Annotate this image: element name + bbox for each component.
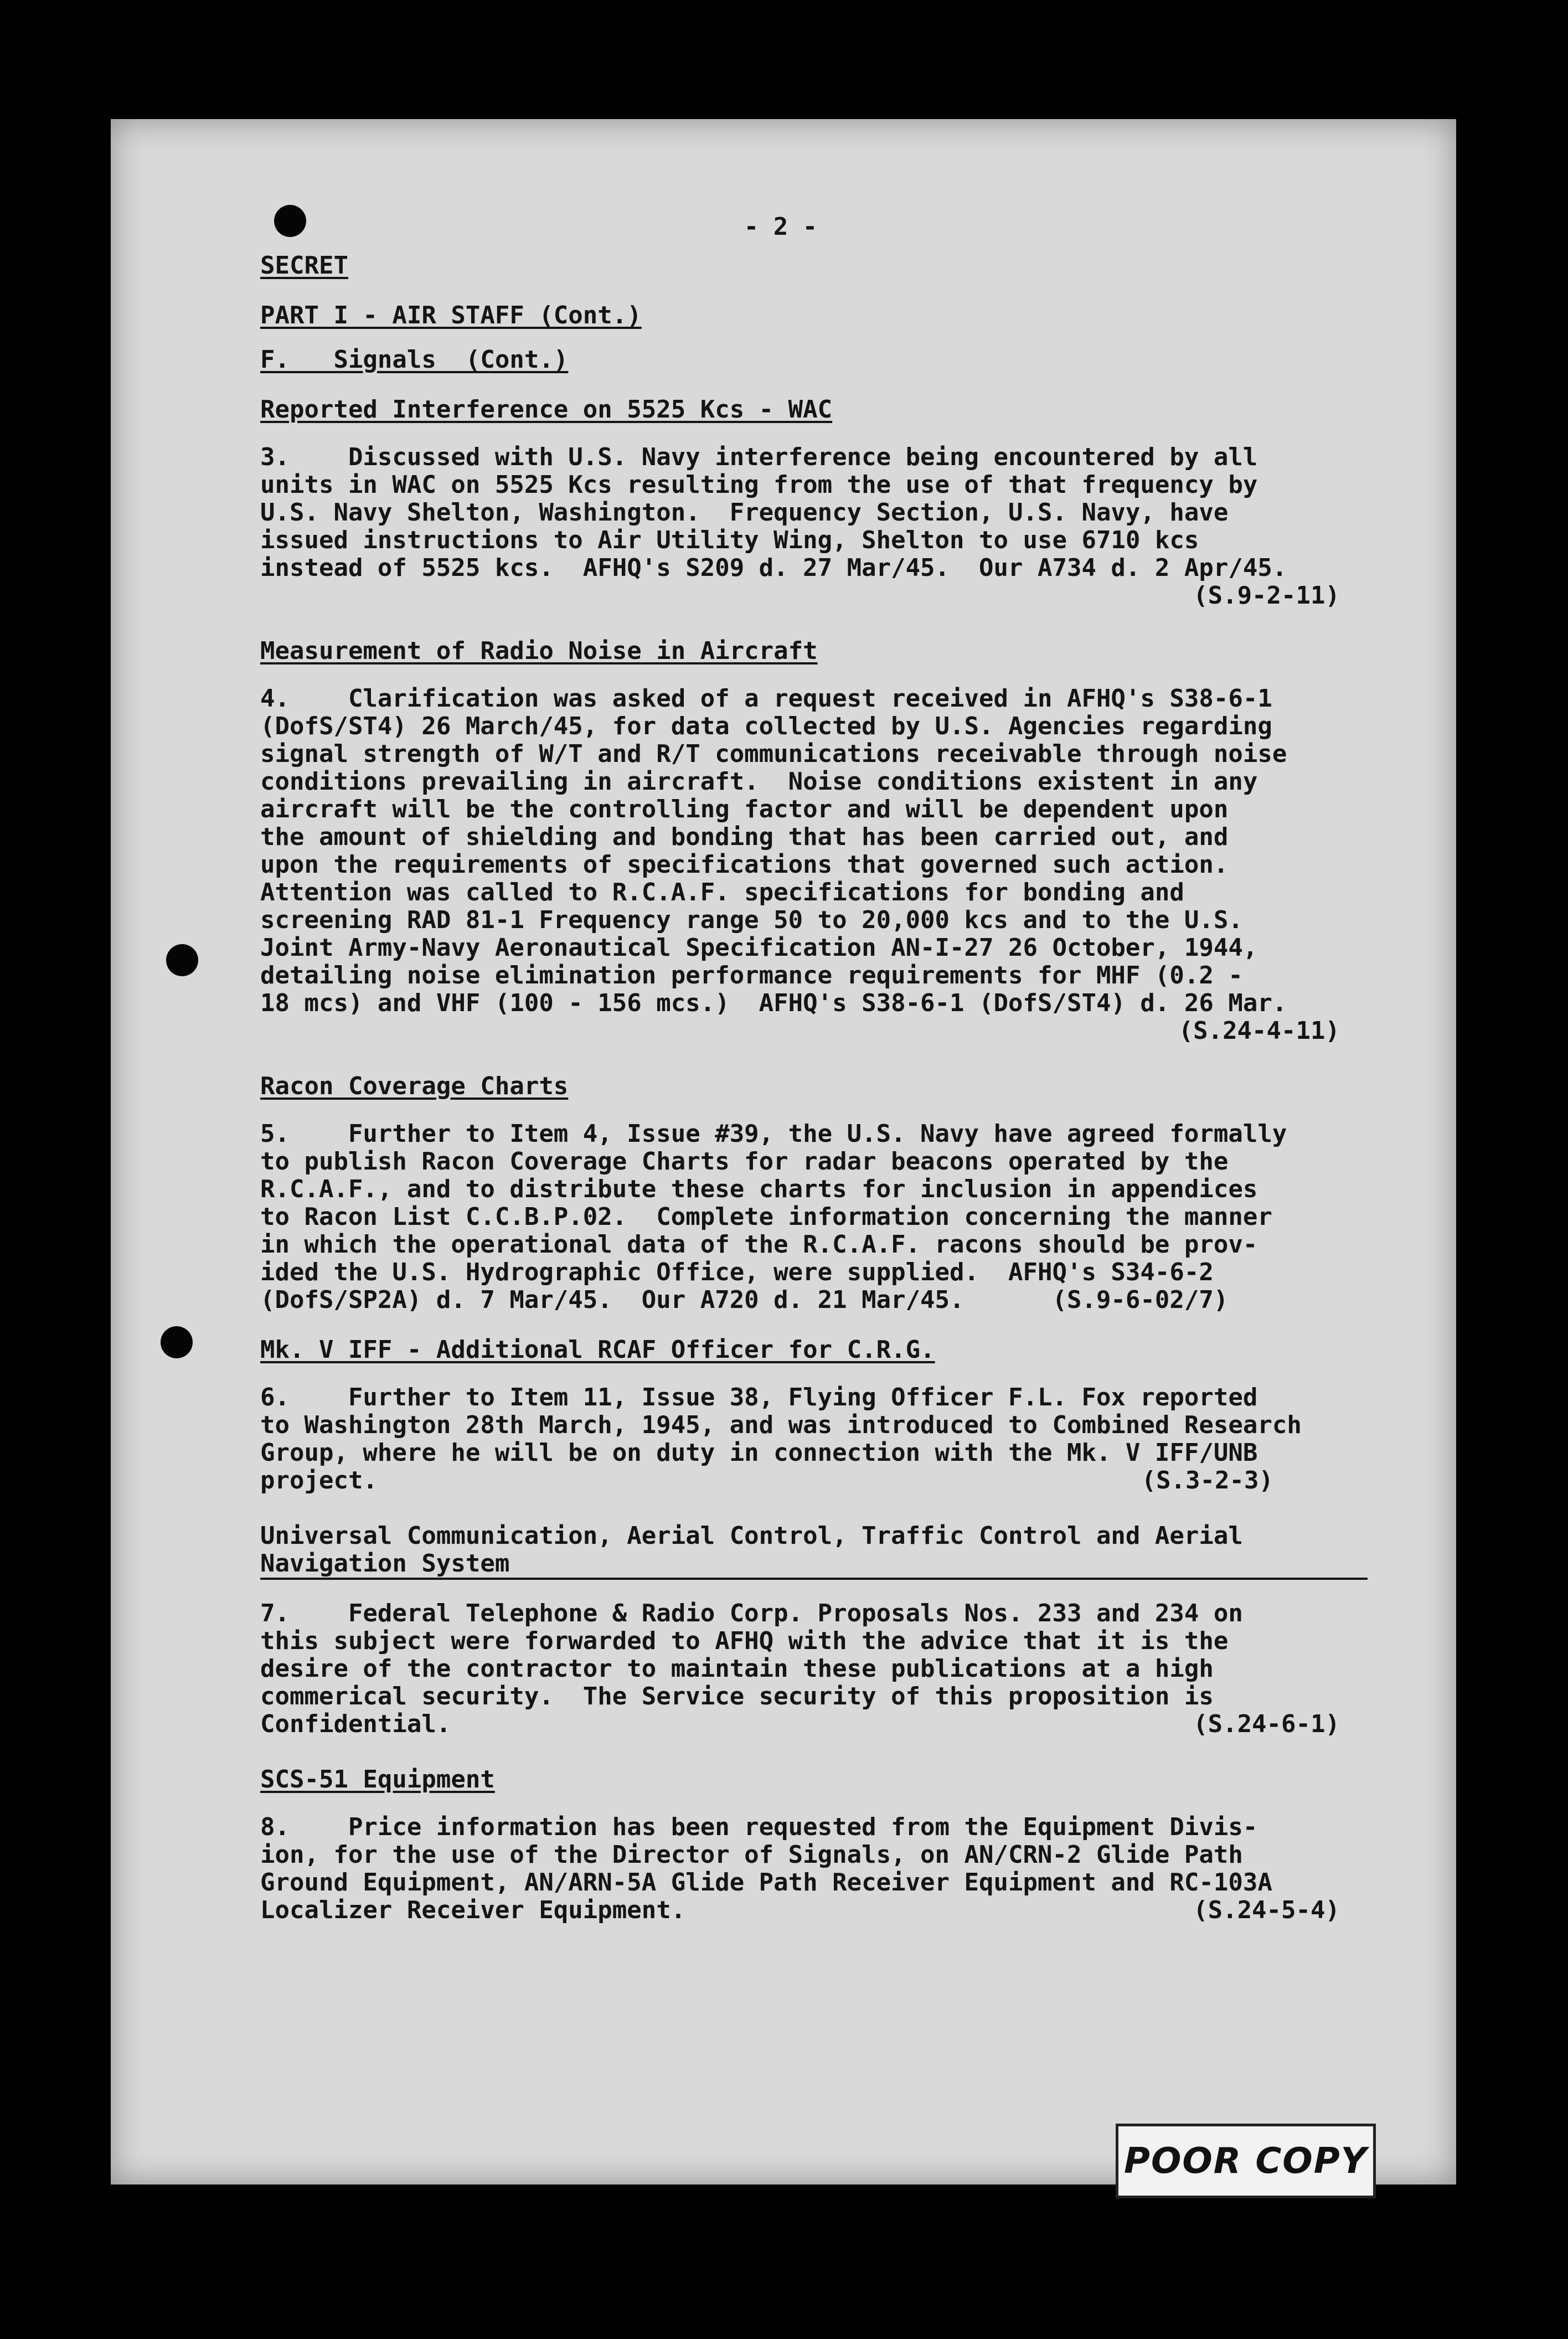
document-page <box>111 119 1456 2185</box>
paragraph-6-line: project. <box>260 1466 378 1495</box>
heading-scs-51-equipment: SCS-51 Equipment <box>260 1765 495 1794</box>
paragraph-4-line: 4. Clarification was asked of a request received in AFHQ's S38-6-1 <box>260 684 1272 713</box>
heading-racon-coverage: Racon Coverage Charts <box>260 1072 569 1100</box>
punch-hole-bottom <box>161 1326 193 1358</box>
paragraph-8-line: ion, for the use of the Director of Signals, on AN/CRN-2 Glide Path <box>260 1841 1243 1869</box>
paragraph-7-line: 7. Federal Telephone & Radio Corp. Proposals Nos. 233 and 234 on <box>260 1599 1243 1627</box>
paragraph-5-line: in which the operational data of the R.C.A.F. racons should be prov- <box>260 1230 1258 1259</box>
paragraph-4-line: signal strength of W/T and R/T communications receivable through noise <box>260 740 1287 768</box>
paragraph-6-line: Group, where he will be on duty in connection with the Mk. V IFF/UNB <box>260 1439 1258 1467</box>
section-title: F. Signals (Cont.) <box>260 346 569 374</box>
paragraph-3-line: instead of 5525 kcs. AFHQ's S209 d. 27 Mar/45. Our A734 d. 2 Apr/45. <box>260 554 1287 582</box>
paragraph-7-line: this subject were forwarded to AFHQ with the advice that it is the <box>260 1627 1229 1655</box>
paragraph-4-line: 18 mcs) and VHF (100 - 156 mcs.) AFHQ's S38-6-1 (DofS/ST4) d. 26 Mar. <box>260 989 1287 1017</box>
paragraph-4-line: upon the requirements of specifications that governed such action. <box>260 851 1229 879</box>
paragraph-3-line: U.S. Navy Shelton, Washington. Frequency Section, U.S. Navy, have <box>260 498 1229 527</box>
paragraph-4-line: screening RAD 81-1 Frequency range 50 to 20,000 kcs and to the U.S. <box>260 906 1243 934</box>
file-reference: (S.24-5-4) <box>1193 1896 1340 1924</box>
page-number: - 2 - <box>744 213 818 241</box>
file-reference: (S.3-2-3) <box>1141 1466 1273 1495</box>
paragraph-3-line: issued instructions to Air Utility Wing, Shelton to use 6710 kcs <box>260 526 1199 554</box>
paragraph-7-line: desire of the contractor to maintain these publications at a high <box>260 1655 1214 1683</box>
heading-mk-v-iff: Mk. V IFF - Additional RCAF Officer for C.R.G. <box>260 1336 935 1364</box>
paragraph-7-line: commerical security. The Service security of this proposition is <box>260 1682 1214 1711</box>
paragraph-5-line: 5. Further to Item 4, Issue #39, the U.S. Navy have agreed formally <box>260 1120 1287 1148</box>
paragraph-8-line: Localizer Receiver Equipment. <box>260 1896 686 1924</box>
paragraph-4-line: detailing noise elimination performance requirements for MHF (0.2 - <box>260 961 1243 990</box>
paragraph-7-line: Confidential. <box>260 1710 451 1738</box>
paragraph-4-line: the amount of shielding and bonding that has been carried out, and <box>260 823 1229 851</box>
paragraph-5-line: (DofS/SP2A) d. 7 Mar/45. Our A720 d. 21 Mar/45. (S.9-6-02/7) <box>260 1286 1229 1314</box>
paragraph-4-line: conditions prevailing in aircraft. Noise conditions existent in any <box>260 767 1258 796</box>
heading-radio-noise: Measurement of Radio Noise in Aircraft <box>260 637 818 665</box>
heading-line: Universal Communication, Aerial Control, Traffic Control and Aerial <box>260 1522 1243 1550</box>
paragraph-4-line: Attention was called to R.C.A.F. specifications for bonding and <box>260 878 1184 906</box>
paragraph-5-line: to Racon List C.C.B.P.02. Complete information concerning the manner <box>260 1203 1272 1231</box>
punch-hole-middle <box>166 944 198 976</box>
paragraph-6-line: to Washington 28th March, 1945, and was introduced to Combined Research <box>260 1411 1302 1439</box>
heading-universal-communication <box>260 1522 1368 1580</box>
part-title: PART I - AIR STAFF (Cont.) <box>260 301 642 329</box>
paragraph-8-line: 8. Price information has been requested from the Equipment Divis- <box>260 1813 1258 1841</box>
file-reference: (S.24-6-1) <box>1193 1710 1340 1738</box>
heading-line: Navigation System <box>260 1549 510 1578</box>
paragraph-5-line: ided the U.S. Hydrographic Office, were supplied. AFHQ's S34-6-2 <box>260 1258 1214 1286</box>
poor-copy-stamp: POOR COPY <box>1116 2124 1376 2198</box>
file-reference: (S.24-4-11) <box>1178 1017 1340 1045</box>
paragraph-4-line: aircraft will be the controlling factor and will be dependent upon <box>260 795 1229 823</box>
document-body <box>260 213 1467 1952</box>
paragraph-5-line: to publish Racon Coverage Charts for radar beacons operated by the <box>260 1147 1229 1176</box>
classification-label: SECRET <box>260 251 348 280</box>
heading-reported-interference: Reported Interference on 5525 Kcs - WAC <box>260 395 833 424</box>
paragraph-5-line: R.C.A.F., and to distribute these charts for inclusion in appendices <box>260 1175 1258 1203</box>
paragraph-3-line: units in WAC on 5525 Kcs resulting from the use of that frequency by <box>260 471 1258 499</box>
paragraph-8-line: Ground Equipment, AN/ARN-5A Glide Path Receiver Equipment and RC-103A <box>260 1868 1272 1897</box>
paragraph-4-line: Joint Army-Navy Aeronautical Specification AN-I-27 26 October, 1944, <box>260 934 1258 962</box>
file-reference: (S.9-2-11) <box>1193 581 1340 610</box>
paragraph-3-line: 3. Discussed with U.S. Navy interference being encountered by all <box>260 443 1258 471</box>
paragraph-4-line: (DofS/ST4) 26 March/45, for data collected by U.S. Agencies regarding <box>260 712 1272 740</box>
paragraph-6-line: 6. Further to Item 11, Issue 38, Flying Officer F.L. Fox reported <box>260 1383 1258 1411</box>
